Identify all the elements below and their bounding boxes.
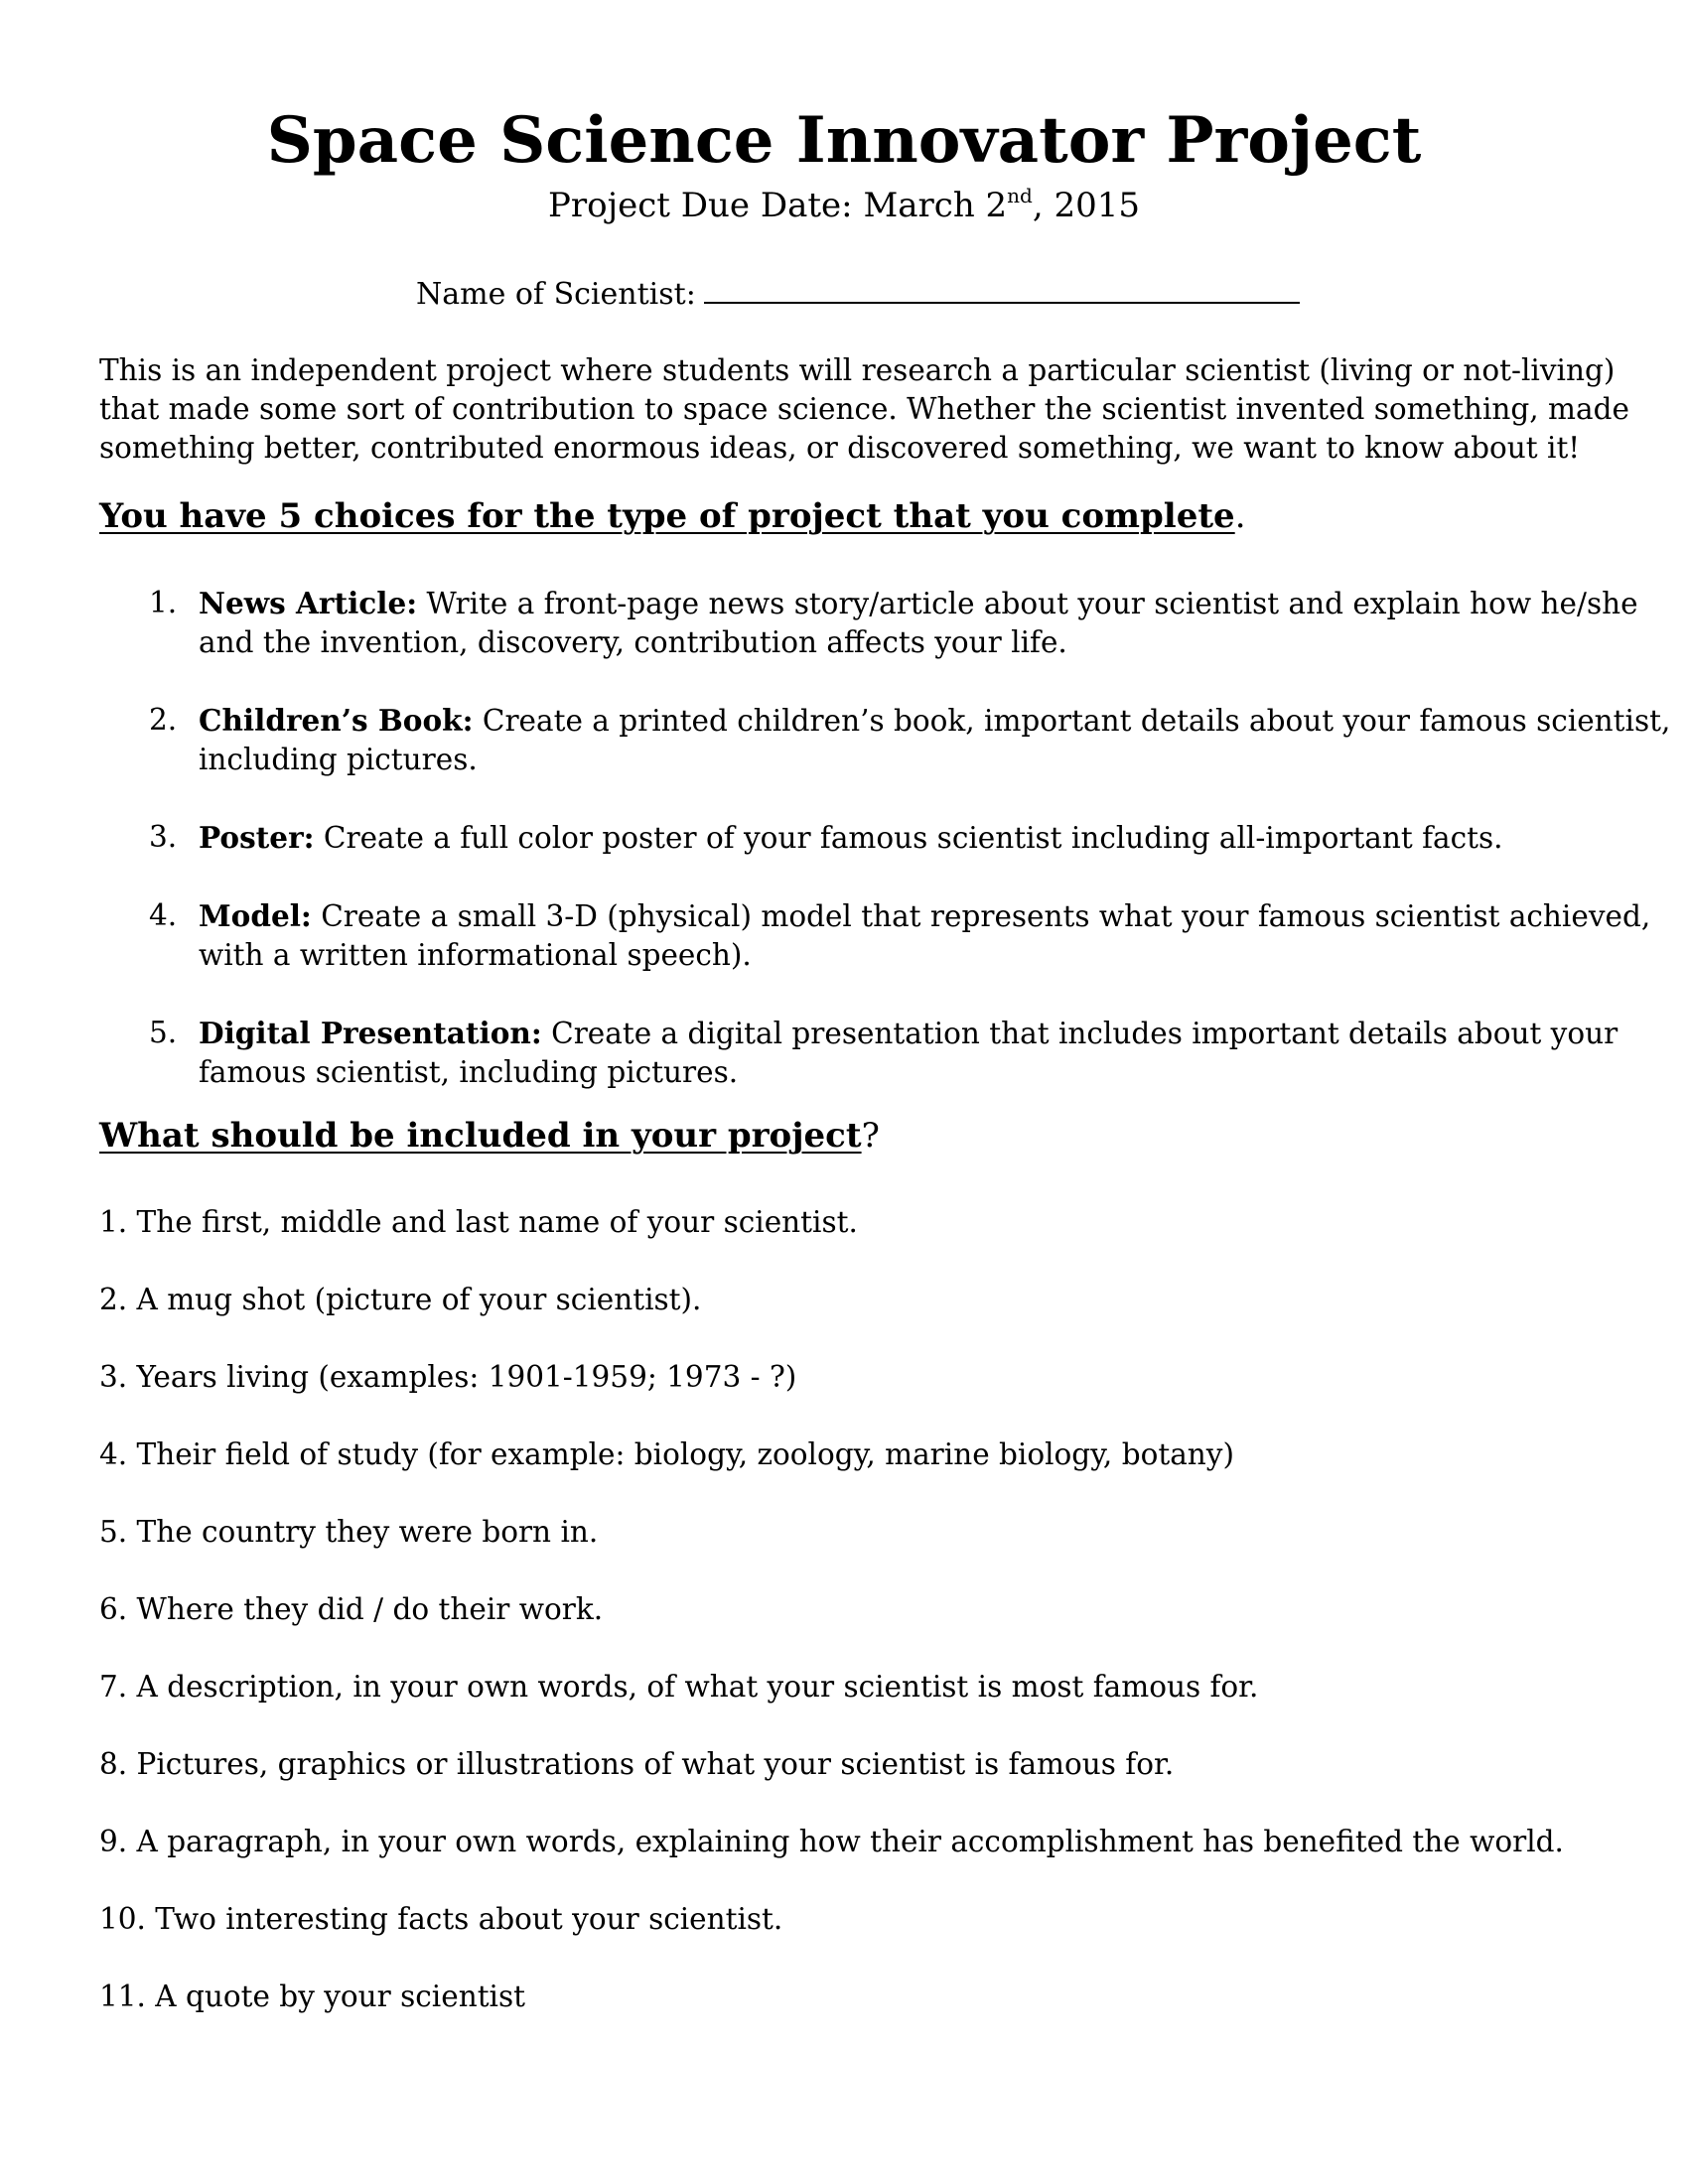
list-item [99, 896, 1651, 975]
list-item: 5. The country they were born in. [99, 1515, 599, 1549]
intro-line: something better, contributed enormous ideas, or discovered something, we want to know about it! [99, 431, 1581, 465]
choice-label: News Article: [199, 586, 418, 620]
includes-heading [99, 1114, 880, 1158]
choice-line-1 [199, 896, 1651, 936]
choice-line-1 [199, 701, 1671, 741]
includes-list [99, 1203, 1564, 2055]
scientist-name-line [416, 274, 1300, 315]
due-date [0, 183, 1688, 228]
choice-label: Children’s Book: [199, 703, 474, 738]
list-item [99, 584, 1638, 662]
choice-label: Model: [199, 898, 312, 933]
list-item: 2. A mug shot (picture of your scientist). [99, 1283, 702, 1316]
choice-line-1 [199, 584, 1638, 623]
choice-text: Create a small 3-D (physical) model that represents what your famous scientist achieved, [311, 899, 1651, 933]
choice-number: 3. [149, 820, 178, 854]
choice-line-1 [199, 818, 1609, 858]
choice-label: Digital Presentation: [199, 1016, 542, 1050]
list-item: 1. The first, middle and last name of your scientist. [99, 1205, 858, 1239]
choice-number: 1. [149, 586, 178, 619]
choice-text: Write a front-page news story/article about your scientist and explain how he/she [417, 587, 1638, 620]
includes-heading-text: What should be included in your project [99, 1116, 862, 1156]
intro-line: that made some sort of contribution to space science. Whether the scientist invented something, made [99, 392, 1629, 426]
scientist-name-label: Name of Scientist: [416, 277, 696, 312]
choice-line-2: and the invention, discovery, contribution affects your life. [199, 625, 1067, 659]
choice-label: Poster: [199, 820, 315, 855]
scientist-name-blank [704, 274, 1300, 304]
choice-line-2: including pictures. [199, 743, 478, 776]
choice-line-2: famous scientist, including pictures. [199, 1055, 739, 1089]
list-item: 7. A description, in your own words, of what your scientist is most famous for. [99, 1670, 1259, 1704]
choice-text: Create a digital presentation that includes important details about your [541, 1017, 1618, 1050]
due-date-superscript: nd [1007, 184, 1033, 207]
list-item: 4. Their field of study (for example: biology, zoology, marine biology, botany) [99, 1437, 1234, 1471]
choices-list [99, 584, 1671, 1131]
choices-heading-tail: . [1234, 496, 1246, 536]
list-item [99, 1014, 1618, 1092]
choice-text: Create a printed children’s book, important details about your famous scientist, [473, 704, 1671, 738]
choices-heading-text: You have 5 choices for the type of project that you complete [99, 496, 1235, 536]
list-item: 10. Two interesting facts about your scientist. [99, 1902, 783, 1936]
due-date-suffix: , 2015 [1032, 186, 1140, 225]
intro-paragraph [99, 351, 1629, 468]
list-item [99, 701, 1671, 779]
intro-line: This is an independent project where students will research a particular scientist (living or not-living) [99, 353, 1616, 387]
choice-line-1 [199, 1014, 1618, 1053]
list-item [99, 818, 1609, 858]
choice-text: Create a full color poster of your famous scientist including all-important facts. [314, 821, 1503, 855]
page-title: Space Science Innovator Project [266, 103, 1422, 178]
choice-number: 2. [149, 703, 178, 737]
list-item: 8. Pictures, graphics or illustrations of what your scientist is famous for. [99, 1747, 1175, 1781]
due-date-prefix: Project Due Date: March 2 [548, 186, 1008, 225]
includes-heading-tail: ? [861, 1116, 880, 1156]
list-item: 6. Where they did / do their work. [99, 1592, 604, 1626]
choices-heading [99, 494, 1246, 538]
choice-line-2: with a written informational speech). [199, 938, 752, 972]
choice-number: 5. [149, 1016, 178, 1049]
list-item: 3. Years living (examples: 1901-1959; 1973 - ?) [99, 1360, 797, 1394]
list-item: 9. A paragraph, in your own words, explaining how their accomplishment has benefited the world. [99, 1825, 1564, 1858]
choice-number: 4. [149, 898, 178, 932]
list-item: 11. A quote by your scientist [99, 1979, 525, 2013]
